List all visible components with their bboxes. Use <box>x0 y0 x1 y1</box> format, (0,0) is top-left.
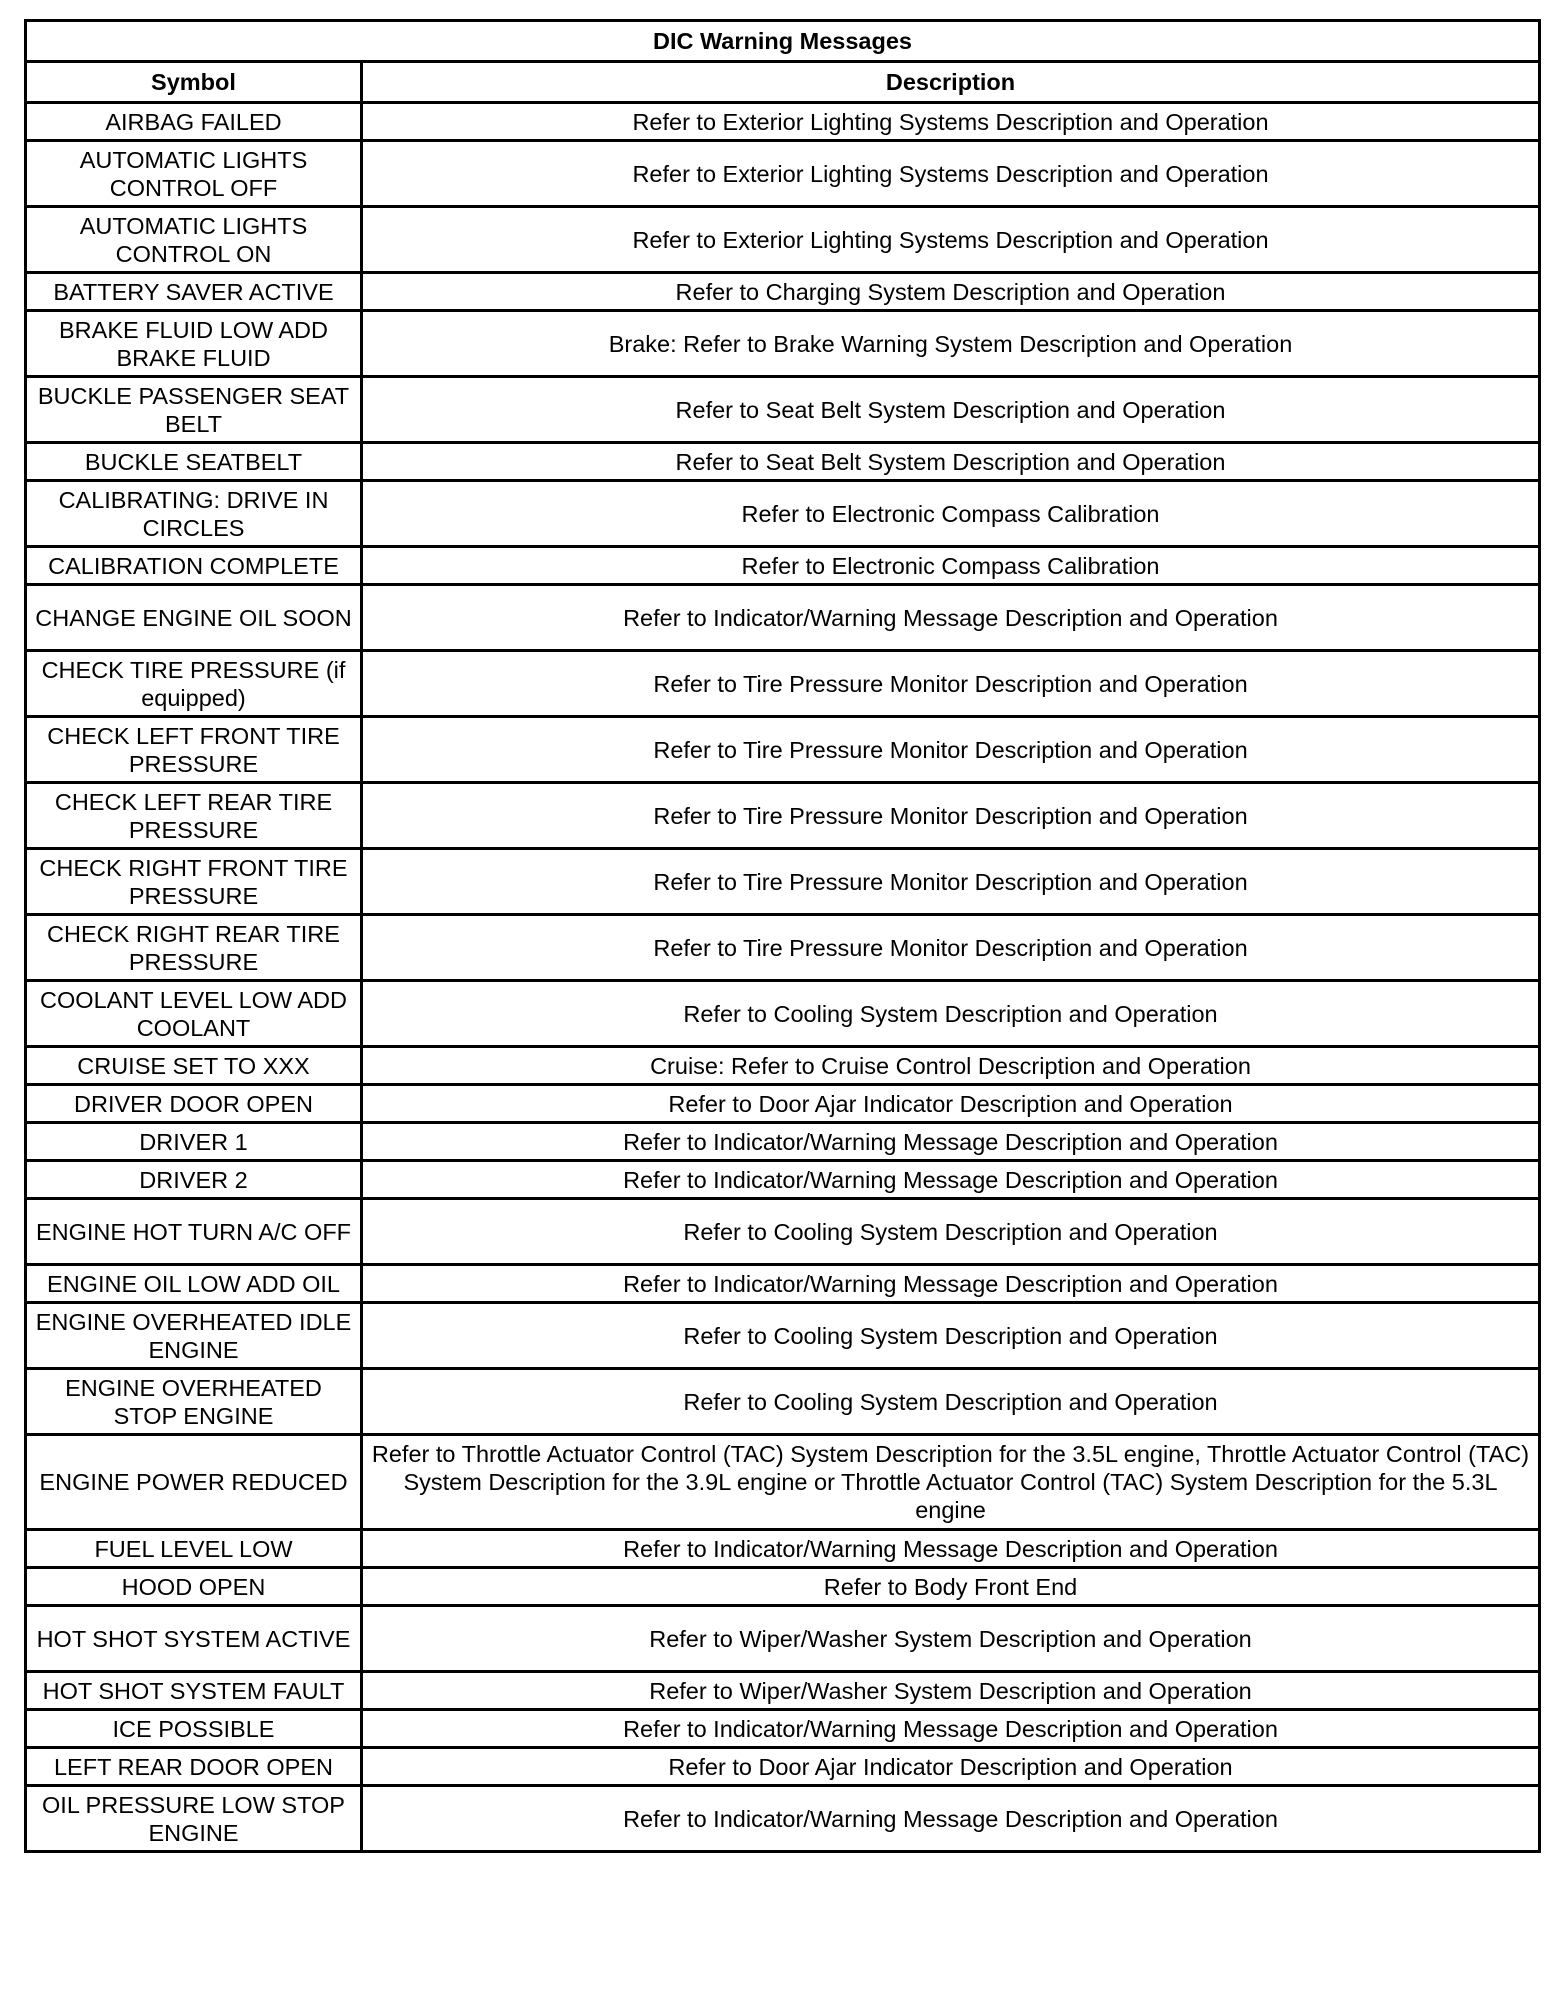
description-cell: Refer to Seat Belt System Description and Operation <box>362 443 1540 481</box>
table-row <box>26 1161 1540 1199</box>
symbol-cell: AIRBAG FAILED <box>26 103 362 141</box>
symbol-cell: FUEL LEVEL LOW <box>26 1530 362 1568</box>
description-cell: Refer to Door Ajar Indicator Description and Operation <box>362 1748 1540 1786</box>
description-cell: Refer to Throttle Actuator Control (TAC) System Description for the 3.5L engine, Throttle Actuator Control (TAC) System Description for the 3.9L engine or Throttle Actuator Control (TAC) System Description for the 5.3L engine <box>362 1435 1540 1530</box>
description-cell: Refer to Indicator/Warning Message Description and Operation <box>362 1786 1540 1852</box>
symbol-cell: BUCKLE PASSENGER SEAT BELT <box>26 377 362 443</box>
description-cell: Refer to Tire Pressure Monitor Description and Operation <box>362 651 1540 717</box>
table-row <box>26 207 1540 273</box>
description-cell: Refer to Indicator/Warning Message Description and Operation <box>362 1265 1540 1303</box>
table-row <box>26 1672 1540 1710</box>
table-row <box>26 103 1540 141</box>
table-row <box>26 1265 1540 1303</box>
table-row <box>26 1606 1540 1672</box>
description-cell: Refer to Exterior Lighting Systems Description and Operation <box>362 141 1540 207</box>
symbol-cell: ENGINE OVERHEATED IDLE ENGINE <box>26 1303 362 1369</box>
symbol-cell: ENGINE OVERHEATED STOP ENGINE <box>26 1369 362 1435</box>
symbol-cell: ICE POSSIBLE <box>26 1710 362 1748</box>
header-symbol: Symbol <box>26 62 362 103</box>
table-row <box>26 443 1540 481</box>
table-row <box>26 1530 1540 1568</box>
table-row <box>26 849 1540 915</box>
description-cell: Refer to Tire Pressure Monitor Description and Operation <box>362 717 1540 783</box>
description-cell: Refer to Wiper/Washer System Description and Operation <box>362 1606 1540 1672</box>
symbol-cell: ENGINE OIL LOW ADD OIL <box>26 1265 362 1303</box>
table-title-row <box>26 21 1540 62</box>
symbol-cell: OIL PRESSURE LOW STOP ENGINE <box>26 1786 362 1852</box>
description-cell: Refer to Cooling System Description and Operation <box>362 981 1540 1047</box>
symbol-cell: LEFT REAR DOOR OPEN <box>26 1748 362 1786</box>
symbol-cell: CALIBRATING: DRIVE IN CIRCLES <box>26 481 362 547</box>
table-row <box>26 377 1540 443</box>
table-title: DIC Warning Messages <box>26 21 1540 62</box>
description-cell: Brake: Refer to Brake Warning System Description and Operation <box>362 311 1540 377</box>
table-row <box>26 1786 1540 1852</box>
symbol-cell: CALIBRATION COMPLETE <box>26 547 362 585</box>
description-cell: Refer to Indicator/Warning Message Description and Operation <box>362 1123 1540 1161</box>
symbol-cell: CHECK LEFT FRONT TIRE PRESSURE <box>26 717 362 783</box>
description-cell: Refer to Charging System Description and Operation <box>362 273 1540 311</box>
symbol-cell: HOT SHOT SYSTEM FAULT <box>26 1672 362 1710</box>
symbol-cell: CHECK RIGHT REAR TIRE PRESSURE <box>26 915 362 981</box>
description-cell: Refer to Tire Pressure Monitor Description and Operation <box>362 849 1540 915</box>
description-cell: Refer to Indicator/Warning Message Description and Operation <box>362 1161 1540 1199</box>
symbol-cell: BUCKLE SEATBELT <box>26 443 362 481</box>
description-cell: Refer to Exterior Lighting Systems Description and Operation <box>362 103 1540 141</box>
table-row <box>26 915 1540 981</box>
description-cell: Refer to Electronic Compass Calibration <box>362 547 1540 585</box>
description-cell: Refer to Tire Pressure Monitor Description and Operation <box>362 915 1540 981</box>
description-cell: Refer to Cooling System Description and Operation <box>362 1303 1540 1369</box>
table-row <box>26 1047 1540 1085</box>
description-cell: Refer to Exterior Lighting Systems Description and Operation <box>362 207 1540 273</box>
table-row <box>26 1568 1540 1606</box>
symbol-cell: CHECK LEFT REAR TIRE PRESSURE <box>26 783 362 849</box>
header-description: Description <box>362 62 1540 103</box>
symbol-cell: ENGINE HOT TURN A/C OFF <box>26 1199 362 1265</box>
table-header-row <box>26 62 1540 103</box>
description-cell: Refer to Indicator/Warning Message Description and Operation <box>362 1530 1540 1568</box>
symbol-cell: CHECK TIRE PRESSURE (if equipped) <box>26 651 362 717</box>
table-row <box>26 1369 1540 1435</box>
table-row <box>26 141 1540 207</box>
table-row <box>26 1085 1540 1123</box>
table-body <box>26 103 1540 1852</box>
table-row <box>26 1710 1540 1748</box>
symbol-cell: ENGINE POWER REDUCED <box>26 1435 362 1530</box>
table-row <box>26 481 1540 547</box>
description-cell: Refer to Tire Pressure Monitor Description and Operation <box>362 783 1540 849</box>
description-cell: Cruise: Refer to Cruise Control Description and Operation <box>362 1047 1540 1085</box>
symbol-cell: BATTERY SAVER ACTIVE <box>26 273 362 311</box>
table-row <box>26 311 1540 377</box>
symbol-cell: CHANGE ENGINE OIL SOON <box>26 585 362 651</box>
table-row <box>26 981 1540 1047</box>
description-cell: Refer to Indicator/Warning Message Description and Operation <box>362 585 1540 651</box>
description-cell: Refer to Door Ajar Indicator Description and Operation <box>362 1085 1540 1123</box>
symbol-cell: BRAKE FLUID LOW ADD BRAKE FLUID <box>26 311 362 377</box>
table-row <box>26 783 1540 849</box>
symbol-cell: CHECK RIGHT FRONT TIRE PRESSURE <box>26 849 362 915</box>
table-row <box>26 547 1540 585</box>
description-cell: Refer to Body Front End <box>362 1568 1540 1606</box>
symbol-cell: COOLANT LEVEL LOW ADD COOLANT <box>26 981 362 1047</box>
dic-warning-messages-table <box>24 19 1541 1853</box>
table-row <box>26 273 1540 311</box>
table-row <box>26 585 1540 651</box>
symbol-cell: AUTOMATIC LIGHTS CONTROL ON <box>26 207 362 273</box>
symbol-cell: DRIVER DOOR OPEN <box>26 1085 362 1123</box>
table-row <box>26 1748 1540 1786</box>
description-cell: Refer to Electronic Compass Calibration <box>362 481 1540 547</box>
description-cell: Refer to Cooling System Description and Operation <box>362 1199 1540 1265</box>
description-cell: Refer to Wiper/Washer System Description and Operation <box>362 1672 1540 1710</box>
symbol-cell: AUTOMATIC LIGHTS CONTROL OFF <box>26 141 362 207</box>
description-cell: Refer to Indicator/Warning Message Description and Operation <box>362 1710 1540 1748</box>
table-row <box>26 1123 1540 1161</box>
symbol-cell: HOT SHOT SYSTEM ACTIVE <box>26 1606 362 1672</box>
table-row <box>26 651 1540 717</box>
description-cell: Refer to Cooling System Description and Operation <box>362 1369 1540 1435</box>
table-row <box>26 717 1540 783</box>
symbol-cell: CRUISE SET TO XXX <box>26 1047 362 1085</box>
table-row <box>26 1199 1540 1265</box>
symbol-cell: DRIVER 1 <box>26 1123 362 1161</box>
symbol-cell: HOOD OPEN <box>26 1568 362 1606</box>
description-cell: Refer to Seat Belt System Description and Operation <box>362 377 1540 443</box>
table-row <box>26 1303 1540 1369</box>
symbol-cell: DRIVER 2 <box>26 1161 362 1199</box>
table-row <box>26 1435 1540 1530</box>
